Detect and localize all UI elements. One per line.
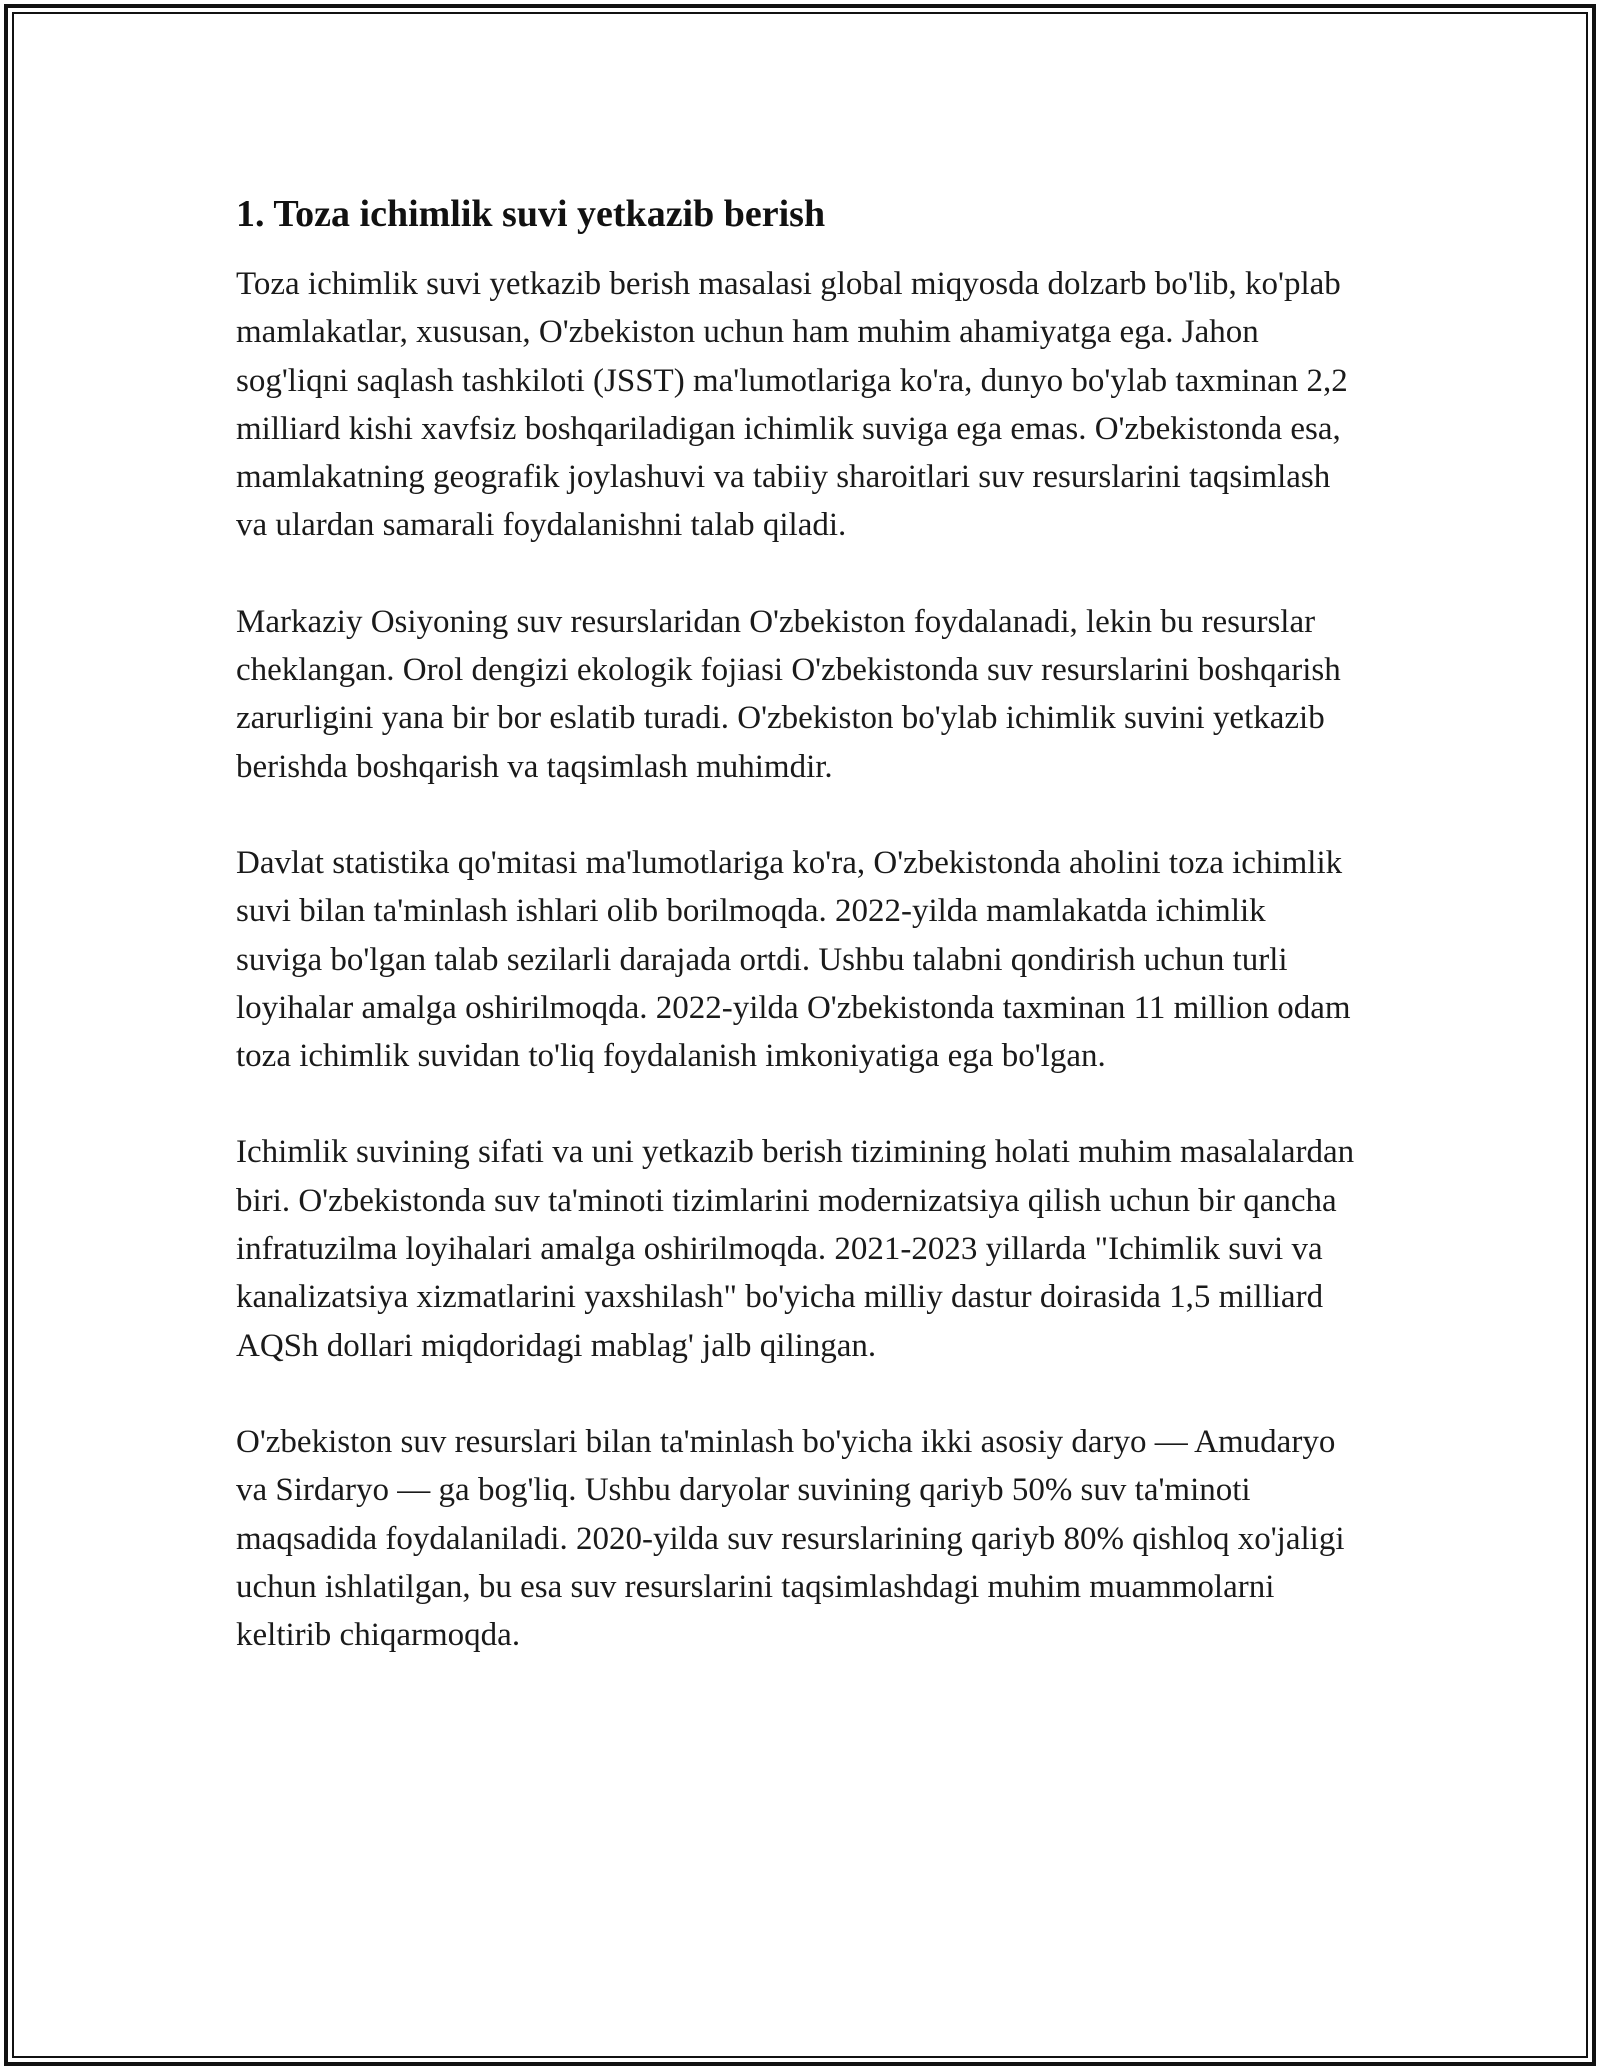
paragraph-3: Davlat statistika qo'mitasi ma'lumotlariga ko'ra, O'zbekistonda aholini toza ichimlik suvi bilan ta'minlash ishlari olib borilmoqda. 2022-yilda mamlakatda ichimlik suviga bo'lgan talab sezilarli darajada ortdi. Ushbu talabni qondirish uchun turli loyihalar amalga oshirilmoqda. 2022-yilda O'zbekistonda taxminan 11 million odam toza ichimlik suvidan to'liq foydalanish imkoniyatiga ega bo'lgan. <box>236 844 1351 1075</box>
section-heading: 1. Toza ichimlik suvi yetkazib berish <box>236 193 826 235</box>
paragraph-2: Markaziy Osiyoning suv resurslaridan O'zbekiston foydalanadi, lekin bu resurslar cheklangan. Orol dengizi ekologik fojiasi O'zbekistonda suv resurslarini boshqarish zarurligini yana bir bor eslatib turadi. O'zbekiston bo'ylab ichimlik suvini yetkazib berishda boshqarish va taqsimlash muhimdir. <box>236 603 1341 785</box>
paragraph-4: Ichimlik suvining sifati va uni yetkazib berish tizimining holati muhim masalalardan biri. O'zbekistonda suv ta'minoti tizimlarini modernizatsiya qilish uchun bir qancha infratuzilma loyihalari amalga oshirilmoqda. 2021-2023 yillarda "Ichimlik suvi va kanalizatsiya xizmatlarini yaxshilash" bo'yicha milliy dastur doirasida 1,5 milliard AQSh dollari miqdoridagi mablag' jalb qilingan. <box>236 1134 1355 1364</box>
document-body <box>236 182 1356 1707</box>
paragraph-1: Toza ichimlik suvi yetkazib berish masalasi global miqyosda dolzarb bo'lib, ko'plab mamlakatlar, xususan, O'zbekiston uchun ham muhim ahamiyatga ega. Jahon sog'liqni saqlash tashkiloti (JSST) ma'lumotlariga ko'ra, dunyo bo'ylab taxminan 2,2 milliard kishi xavfsiz boshqariladigan ichimlik suviga ega emas. O'zbekistonda esa, mamlakatning geografik joylashuvi va tabiiy sharoitlari suv resurslarini taqsimlash va ulardan samarali foydalanishni talab qiladi. <box>236 266 1348 544</box>
paragraph-5: O'zbekiston suv resurslari bilan ta'minlash bo'yicha ikki asosiy daryo — Amudaryo va Sirdaryo — ga bog'liq. Ushbu daryolar suvining qariyb 50% suv ta'minoti maqsadida foydalaniladi. 2020-yilda suv resurslarining qariyb 80% qishloq xo'jaligi uchun ishlatilgan, bu esa suv resurslarini taqsimlashdagi muhim muammolarni keltirib chiqarmoqda. <box>236 1423 1345 1654</box>
